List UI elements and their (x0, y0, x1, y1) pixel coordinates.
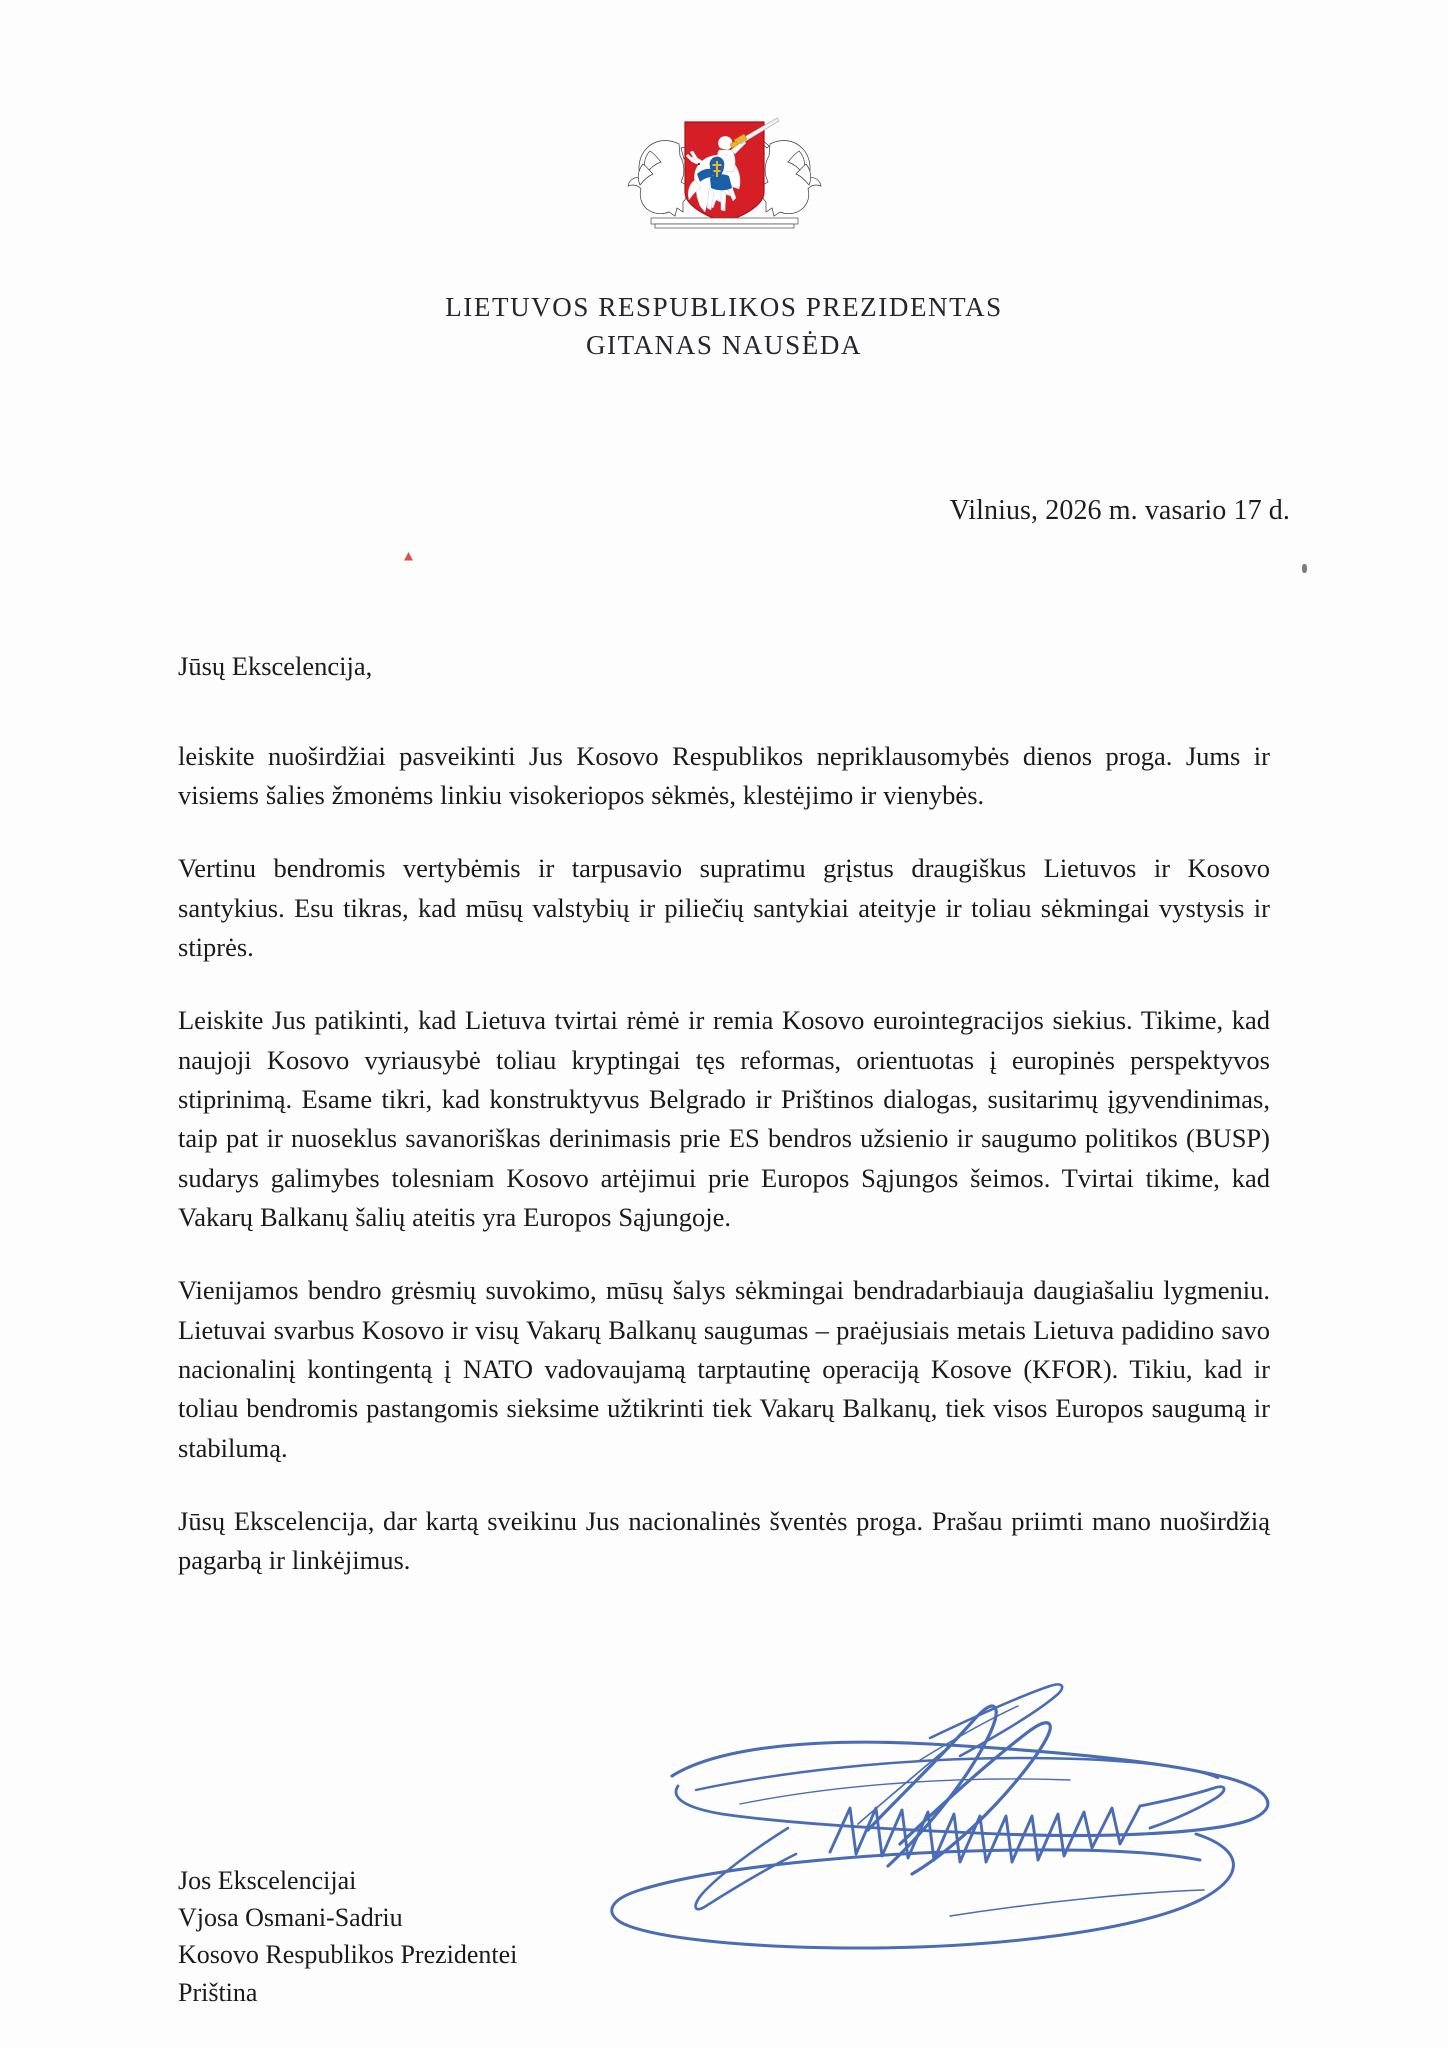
lithuanian-coat-of-arms-icon (617, 104, 832, 234)
paragraph-closing: Jūsų Ekscelencija, dar kartą sveikinu Jus nacionalinės šventės proga. Prašau priimti mano nuoširdžią pagarbą ir linkėjimus. (178, 1506, 1270, 1576)
letterhead-institution: LIETUVOS RESPUBLIKOS PREZIDENTAS (445, 292, 1003, 322)
letterhead (0, 288, 1448, 365)
handwritten-signature-icon (600, 1648, 1320, 1958)
scan-artifact-gray-speck (1302, 564, 1307, 573)
scan-artifact-red-speck (404, 552, 413, 562)
letterhead-president-name: GITANAS NAUSĖDA (585, 330, 863, 361)
addressee-block (178, 1862, 517, 2011)
signature-block (600, 1648, 1320, 1958)
salutation: Jūsų Ekscelencija, (178, 651, 373, 681)
paragraph-greeting: leiskite nuoširdžiai pasveikinti Jus Kosovo Respublikos nepriklausomybės dienos proga. Jums ir visiems šalies žmonėms linkiu visokeriopos sėkmės, klestėjimo ir vienybės. (178, 740, 1270, 810)
addressee-line-name: Vjosa Osmani-Sadriu (178, 1903, 403, 1933)
addressee-line-title: Jos Ekscelencijai (178, 1866, 357, 1895)
letter-body (178, 648, 1270, 1581)
date-line: Vilnius, 2026 m. vasario 17 d. (949, 495, 1290, 526)
paragraph-relations: Vertinu bendromis vertybėmis ir tarpusavio supratimu grįstus draugiškus Lietuvos ir Kosovo santykius. Esu tikras, kad mūsų valstybių ir piliečių santykiai ateityje ir toliau sėkmingai vystysis ir stiprės. (178, 853, 1270, 962)
paragraph-security-kfor: Vienijamos bendro grėsmių suvokimo, mūsų šalys sėkmingai bendradarbiauja daugiašaliu lygmeniu. Lietuvai svarbus Kosovo ir visų Vakarų Balkanų saugumas – praėjusiais metais Lietuva padidino savo nacionalinį kontingentą į NATO vadovaujamą tarptautinę operaciją Kosove (KFOR). Tikiu, kad ir toliau bendromis pastangomis sieksime užtikrinti tiek Vakarų Balkanų, tiek visos Europos saugumą ir stabilumą. (178, 1275, 1270, 1463)
addressee-line-position: Kosovo Respublikos Prezidentei (178, 1940, 518, 1970)
addressee-line-city: Priština (178, 1977, 258, 2007)
coat-of-arms-container (0, 104, 1448, 234)
paragraph-eu-integration: Leiskite Jus patikinti, kad Lietuva tvirtai rėmė ir remia Kosovo eurointegracijos siekius. Tikime, kad naujoji Kosovo vyriausybė toliau kryptingai tęs reformas, orientuotas į europinės perspektyvos stiprinimą. Esame tikri, kad konstruktyvus Belgrado ir Prištinos dialogas, susitarimų įgyvendinimas, taip pat ir nuoseklus savanoriškas derinimasis prie ES bendros užsienio ir saugumo politikos (BUSP) sudarys galimybes tolesniam Kosovo artėjimui prie Europos Sąjungos šeimos. Tvirtai tikime, kad Vakarų Balkanų šalių ateitis yra Europos Sąjungoje. (178, 1005, 1270, 1232)
